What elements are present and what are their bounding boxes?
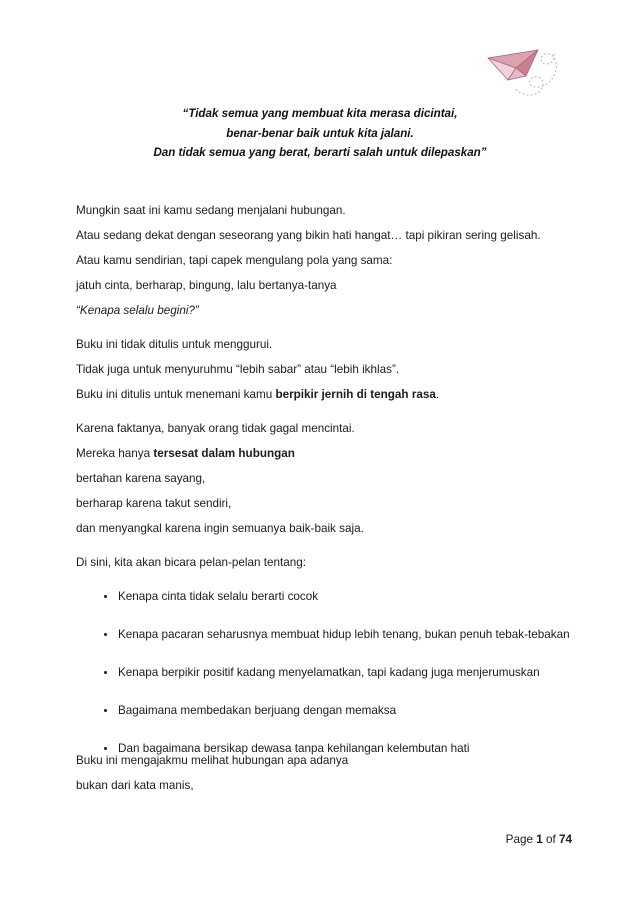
text-line: Mungkin saat ini kamu sedang menjalani hubungan. [76, 204, 346, 217]
epigraph-line-3: Dan tidak semua yang berat, berarti salah untuk dilepaskan” [153, 146, 487, 160]
text-run-bold: berpikir jernih di tengah rasa [275, 388, 436, 401]
footer-current-page: 1 [536, 833, 543, 846]
body-text [76, 198, 570, 774]
text-line: Buku ini mengajakmu melihat hubungan apa adanya [76, 754, 349, 767]
paragraph-purpose [76, 332, 546, 407]
text-run: Mereka hanya [76, 447, 154, 460]
footer-prefix: Page [505, 833, 537, 846]
list-item: Kenapa pacaran seharusnya membuat hidup lebih tenang, bukan penuh tebak-tebakan [76, 622, 580, 647]
footer-total-pages: 74 [558, 833, 572, 846]
epigraph-line-1: “Tidak semua yang membuat kita merasa dicintai, [182, 107, 458, 120]
airplane-body [488, 50, 538, 80]
text-line-mixed [76, 382, 546, 407]
text-line: jatuh cinta, berharap, bingung, lalu bertanya-tanya [76, 279, 337, 292]
closing-text [76, 748, 546, 798]
paragraph-facts [76, 416, 546, 541]
text-line: bukan dari kata manis, [76, 779, 194, 792]
text-line: Atau sedang dekat dengan seseorang yang bikin hati hangat… tapi pikiran sering gelisah. [76, 229, 541, 242]
bullet-list [76, 584, 570, 761]
epigraph [76, 104, 564, 163]
text-line: bertahan karena sayang, [76, 472, 206, 485]
text-run-bold: tersesat dalam hubungan [153, 447, 295, 460]
footer-middle: of [542, 833, 559, 846]
paragraph-intro [76, 198, 546, 323]
text-line: berharap karena takut sendiri, [76, 497, 232, 510]
paragraph-lead-in [76, 550, 546, 575]
text-line-mixed [76, 441, 546, 466]
epigraph-line-2: benar-benar baik untuk kita jalani. [226, 126, 414, 140]
text-line-italic: “Kenapa selalu begini?” [76, 304, 199, 317]
text-line: Atau kamu sendirian, tapi capek mengulang pola yang sama: [76, 254, 393, 267]
paper-airplane-icon [486, 36, 576, 102]
page-footer [506, 833, 572, 846]
text-line: Buku ini tidak ditulis untuk menggurui. [76, 338, 273, 351]
list-item: Kenapa berpikir positif kadang menyelamatkan, tapi kadang juga menjerumuskan [76, 660, 580, 685]
text-line: Tidak juga untuk menyuruhmu “lebih sabar” atau “lebih ikhlas”. [76, 363, 400, 376]
text-run: Buku ini ditulis untuk menemani kamu [76, 388, 276, 401]
text-line: Karena faktanya, banyak orang tidak gagal mencintai. [76, 422, 355, 435]
list-item: Kenapa cinta tidak selalu berarti cocok [76, 584, 580, 609]
list-item: Bagaimana membedakan berjuang dengan memaksa [76, 698, 580, 723]
text-line: Di sini, kita akan bicara pelan-pelan tentang: [76, 556, 306, 569]
list-item: Dan bagaimana bersikap dewasa tanpa kehilangan kelembutan hati [76, 736, 580, 761]
text-line: dan menyangkal karena ingin semuanya baik-baik saja. [76, 522, 364, 535]
text-run: . [435, 388, 440, 401]
